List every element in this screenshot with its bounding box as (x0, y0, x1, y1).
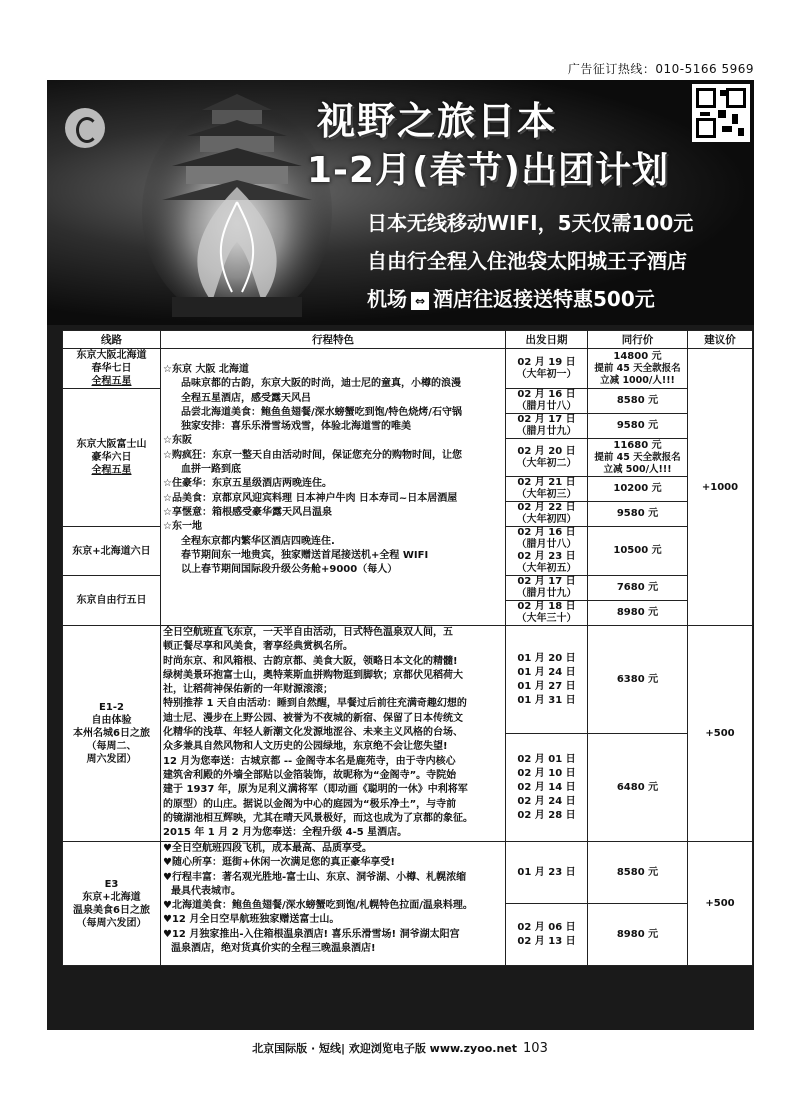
ad-hotline: 广告征订热线：010-5166 5969 (567, 62, 754, 76)
extra-price-cell: +500 (688, 842, 753, 966)
header-route: 线路 (63, 331, 161, 349)
page-footer (0, 1040, 800, 1056)
table-row (63, 626, 753, 734)
price-cell: 6480 元 (588, 734, 688, 842)
date-cell: 02 月 01 日 02 月 10 日 02 月 14 日 02 月 24 日 02 月 28 日 (506, 734, 588, 842)
route-cell: E1-2 自由体验 本州名城6日之旅 （每周二、 周六发团） (63, 626, 161, 842)
qr-code-icon (692, 84, 750, 142)
header-agent-price: 同行价 (588, 331, 688, 349)
price-cell: 8980 元 (588, 904, 688, 966)
price-cell: 8580 元 (588, 842, 688, 904)
footer-text: 北京国际版 · 短线| 欢迎浏览电子版 www.zyoo.net (252, 1042, 518, 1055)
date-cell: 02 月 18 日 （大年三十） (506, 601, 588, 626)
castle-image (142, 92, 332, 317)
page-number: 103 (523, 1041, 548, 1056)
date-cell: 02 月 20 日 （大年初二） (506, 439, 588, 477)
route-cell: 东京自由行五日 (63, 576, 161, 626)
header-suggested-price: 建议价 (688, 331, 753, 349)
promo-hotel: 自由行全程入住池袋太阳城王子酒店 (367, 249, 687, 273)
price-cell: 14800 元 提前 45 天全款报名 立减 1000/人!!! (588, 349, 688, 389)
extra-price-cell: +1000 (688, 349, 753, 626)
date-cell: 01 月 20 日 01 月 24 日 01 月 27 日 01 月 31 日 (506, 626, 588, 734)
extra-price-cell: +500 (688, 626, 753, 842)
route-cell: 东京大阪北海道 春华七日 全程五星 (63, 349, 161, 389)
schedule-table (62, 330, 753, 966)
table-row (63, 349, 753, 389)
table-row (63, 842, 753, 904)
price-cell: 7680 元 (588, 576, 688, 601)
header-date: 出发日期 (506, 331, 588, 349)
promo-transfer (367, 283, 655, 312)
agency-logo-icon (65, 108, 105, 148)
route-cell: E3 东京+北海道 温泉美食6日之旅 （每周六发团） (63, 842, 161, 966)
date-cell: 02 月 16 日 （腊月廿八） 02 月 23 日 （大年初五） (506, 527, 588, 576)
price-cell: 10200 元 (588, 477, 688, 502)
price-cell: 6380 元 (588, 626, 688, 734)
date-cell: 02 月 22 日 （大年初四） (506, 502, 588, 527)
features-cell: ♥全日空航班四段飞机，成本最高、品质享受。 ♥随心所享：逛街+休闲一次满足您的真正豪华享受! ♥行程丰富：著名观光胜地-富士山、东京、洞爷湖、小樽、札幌浓缩 最具代表城市。 ♥北海道美食：鲍鱼鱼翅餐/深水螃蟹吃到饱/札幌特色拉面/温泉料理。 ♥12 月全日空早航班独家赠送富士山。 ♥12 月独家推出-入住箱根温泉酒店! 喜乐乐滑雪场! 洞爷湖太阳宫 温泉酒店，绝对货真价实的全程三晚温泉酒店! (161, 842, 506, 966)
price-cell: 9580 元 (588, 414, 688, 439)
date-cell: 02 月 16 日 （腊月廿八） (506, 389, 588, 414)
price-cell: 11680 元 提前 45 天全款报名 立减 500/人!!! (588, 439, 688, 477)
swap-arrows-icon: ⇔ (411, 292, 429, 310)
date-cell: 02 月 19 日 （大年初一） (506, 349, 588, 389)
price-cell: 10500 元 (588, 527, 688, 576)
main-panel (47, 80, 754, 1030)
banner-subtitle: 1-2月(春节)出团计划 (307, 150, 669, 191)
promo-transfer-airport: 机场 (367, 287, 407, 311)
banner-title: 视野之旅日本 (317, 99, 558, 143)
route-cell: 东京+北海道六日 (63, 527, 161, 576)
promo-wifi: 日本无线移动WIFI，5天仅需100元 (367, 211, 694, 235)
date-cell: 02 月 17 日 （腊月廿九） (506, 576, 588, 601)
route-cell: 东京大阪富士山 豪华六日 全程五星 (63, 389, 161, 527)
date-cell: 02 月 17 日 （腊月廿九） (506, 414, 588, 439)
date-cell: 02 月 21 日 （大年初三） (506, 477, 588, 502)
banner (47, 80, 754, 325)
table-header-row (63, 331, 753, 349)
header-features: 行程特色 (161, 331, 506, 349)
date-cell: 01 月 23 日 (506, 842, 588, 904)
price-cell: 8580 元 (588, 389, 688, 414)
price-cell: 8980 元 (588, 601, 688, 626)
price-cell: 9580 元 (588, 502, 688, 527)
features-cell: 全日空航班直飞东京，一天半自由活动，日式特色温泉双人间，五 顿正餐尽享和风美食，奢享经典赏枫名所。 时尚东京、和风箱根、古韵京都、美食大阪，领略日本文化的精髓! 绿树美景环抱富士山，奥特莱斯血拼购物逛到脚软；京都伏见稻荷大 社，让稻荷神保佑新的一年财源滚滚； 特别推荐 1 天自由活动：睡到自然醒，早餐过后前往充满奇趣幻想的 迪士尼、漫步在上野公园、被誉为不夜城的新宿、保留了日本传统文 化精华的浅草、年轻人新潮文化发源地涩谷、未来主义风格的台场、 众多兼具自然风物和人文历史的公园绿地，东京绝不会让您失望! 12 月为您奉送：古城京都 -- 金阁寺本名是鹿苑寺，由于寺内核心 建筑舍利殿的外墙全部贴以金箔装饰，故昵称为“金阁寺”。寺院始 建于 1937 年，原为足利义满将军（即动画《聪明的一休》中利将军 的原型）的山庄。据说以金阁为中心的庭园为“极乐净土”，与寺前 的镜湖池相互辉映，尤其在晴天风景极好，而这也成为了京都的象征。 2015 年 1 月 2 月为您奉送：全程升级 4-5 星酒店。 (161, 626, 506, 842)
features-cell: ☆东京 大阪 北海道 品味京都的古韵，东京大阪的时尚，迪士尼的童真，小樽的浪漫 全程五星酒店，感受露天风吕 品尝北海道美食：鲍鱼鱼翅餐/深水螃蟹吃到饱/特色烧烤/石守锅 独家安排：喜乐乐滑雪场戏雪，体验北海道雪的唯美 ☆东阪 ☆购疯狂：东京一整天自由活动时间，保证您充分的购物时间，让您 血拼一路到底 ☆住豪华：东京五星级酒店两晚连住。 ☆品美食：京都京风迎宾料理 日本神户牛肉 日本寿司~日本居酒屋 ☆享惬意：箱根感受豪华露天风吕温泉 ☆东一地 全程东京都内繁华区酒店四晚连住. 春节期间东一地贵宾，独家赠送首尾接送机+全程 WIFI 以上春节期间国际段升级公务舱+9000（每人） (161, 349, 506, 626)
date-cell: 02 月 06 日 02 月 13 日 (506, 904, 588, 966)
promo-transfer-offer: 酒店往返接送特惠500元 (433, 287, 655, 311)
